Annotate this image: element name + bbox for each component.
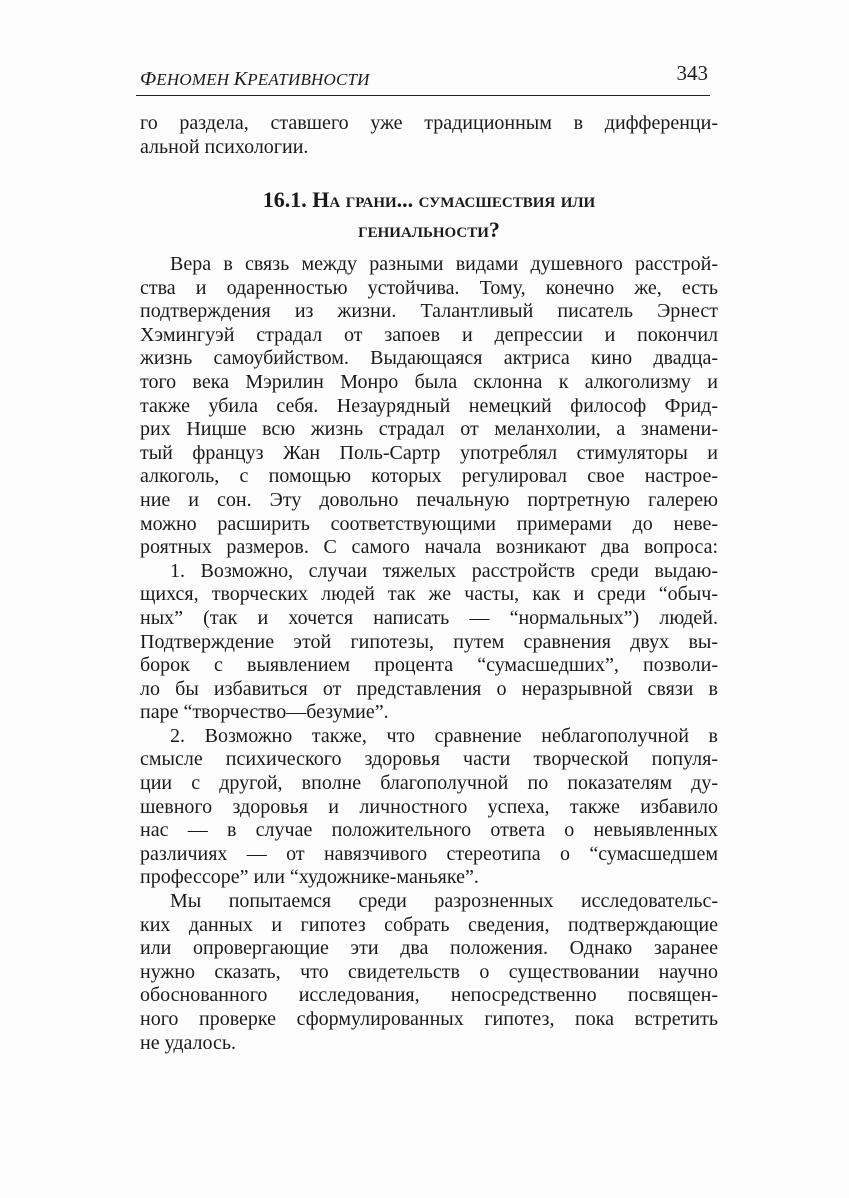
text-line: щихся, творческих людей так же часты, как и среди “обыч- [140, 583, 718, 606]
section-heading-line1 [140, 185, 718, 215]
text-line: ства и одаренностью устойчива. Тому, конечно же, есть [140, 276, 718, 299]
text-line: ло бы избавиться от представления о неразрывной связи в [140, 677, 718, 700]
running-title: ФЕНОМЕН КРЕАТИВНОСТИ [140, 68, 370, 90]
section-heading [140, 185, 718, 245]
text-line: можно расширить соответствующими примерами до неве- [140, 512, 718, 535]
text-line: различиях — от навязчивого стереотипа о “сумасшедшем [140, 842, 718, 865]
paragraph-1 [140, 253, 718, 560]
text-line: 2. Возможно также, что сравнение неблагополучной в [170, 724, 718, 747]
text-line: ного проверке сформулированных гипотез, пока встретить [140, 1008, 718, 1030]
body-text [140, 253, 718, 1055]
text-line: того века Мэрилин Монро была склонна к алкоголизму и [140, 370, 718, 393]
text-line: Подтверждение этой гипотезы, путем сравнения двух вы- [140, 630, 718, 653]
section-title-part2: гениальности? [358, 217, 500, 242]
text-line: ких данных и гипотез собрать сведения, подтверждающие [140, 913, 718, 936]
text-line: подтверждения из жизни. Талантливый писатель Эрнест [140, 300, 718, 323]
text-line: также убила себя. Незаурядный немецкий философ Фрид- [140, 394, 718, 417]
text-line: профессоре” или “художнике-маньяке”. [140, 866, 479, 889]
intro-text [140, 112, 718, 159]
text-line: нас — в случае положительного ответа о невыявленных [140, 819, 718, 842]
page-header [136, 57, 710, 96]
text-line: Мы попытаемся среди разрозненных исследовательс- [170, 890, 718, 913]
text-line: Вера в связь между разными видами душевного расстрой- [170, 253, 718, 275]
paragraph-2 [140, 560, 718, 725]
text-line: шевного здоровья и личностного успеха, также избавило [140, 795, 718, 818]
text-line: альной психологии. [140, 135, 309, 158]
text-line: или опровергающие эти два положения. Однако заранее [140, 937, 718, 960]
text-line: ных” (так и хочется написать — “нормальных”) людей. [140, 606, 718, 629]
text-line: роятных размеров. С самого начала возникают два вопроса: [140, 536, 718, 559]
text-line: обоснованного исследования, непосредственно посвящен- [140, 984, 718, 1007]
text-line: не удалось. [140, 1031, 237, 1054]
section-number: 16.1. [262, 187, 307, 212]
text-line: жизнь самоубийством. Выдающаяся актриса кино двадца- [140, 347, 718, 370]
section-title-part1: На грани... сумасшествия или [312, 187, 596, 212]
text-line: ние и сон. Эту довольно печальную портретную галерею [140, 488, 718, 511]
text-line: тый француз Жан Поль-Сартр употреблял стимуляторы и [140, 441, 718, 464]
text-line: нужно сказать, что свидетельств о существовании научно [140, 960, 718, 983]
text-line: алкоголь, с помощью которых регулировал свое настрое- [140, 465, 718, 488]
text-line: рих Ницше всю жизнь страдал от меланхолии, а знамени- [140, 418, 718, 441]
text-line: го раздела, ставшего уже традиционным в дифференци- [140, 112, 718, 134]
text-line: 1. Возможно, случаи тяжелых расстройств среди выдаю- [170, 559, 718, 582]
paragraph-3 [140, 725, 718, 890]
paragraph-4 [140, 890, 718, 1055]
page-number: 343 [676, 61, 708, 85]
text-line: борок с выявлением процента “сумасшедших”, позволи- [140, 654, 718, 677]
text-line: смысле психического здоровья части творческой популя- [140, 748, 718, 771]
intro-paragraph [140, 112, 718, 159]
text-line: ции с другой, вполне благополучной по показателям ду- [140, 772, 718, 795]
text-line: Хэмингуэй страдал от запоев и депрессии и покончил [140, 323, 718, 346]
text-line: паре “творчество—безумие”. [140, 701, 389, 724]
